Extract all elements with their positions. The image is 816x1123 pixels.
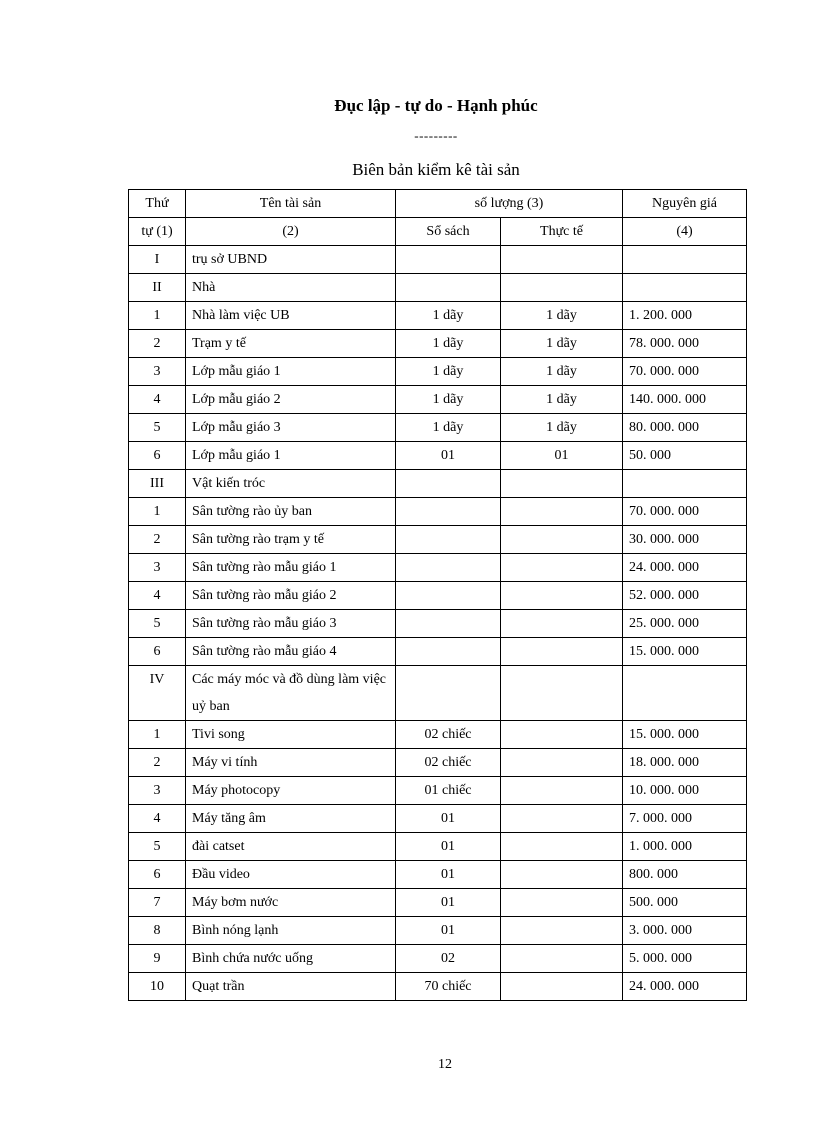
table-row <box>129 749 747 777</box>
header-quantity-group: số lượng (3) <box>396 190 623 218</box>
table-row <box>129 386 747 414</box>
cell-qty-actual <box>501 721 623 749</box>
cell-price: 70. 000. 000 <box>623 358 747 386</box>
cell-asset-name: Bình nóng lạnh <box>186 917 396 945</box>
table-row <box>129 721 747 749</box>
cell-qty-book <box>396 638 501 666</box>
cell-qty-book <box>396 498 501 526</box>
cell-qty-book <box>396 526 501 554</box>
cell-stt: 5 <box>129 833 186 861</box>
cell-price: 50. 000 <box>623 442 747 470</box>
cell-qty-book: 1 dãy <box>396 330 501 358</box>
table-row <box>129 498 747 526</box>
cell-qty-book <box>396 610 501 638</box>
cell-qty-book <box>396 554 501 582</box>
cell-price: 24. 000. 000 <box>623 554 747 582</box>
cell-qty-book: 1 dãy <box>396 386 501 414</box>
cell-stt: 7 <box>129 889 186 917</box>
cell-qty-actual: 01 <box>501 442 623 470</box>
cell-qty-actual: 1 dãy <box>501 386 623 414</box>
cell-price: 3. 000. 000 <box>623 917 747 945</box>
cell-stt: III <box>129 470 186 498</box>
cell-qty-book: 1 dãy <box>396 358 501 386</box>
table-row <box>129 973 747 1001</box>
table-body <box>129 190 747 1001</box>
table-row <box>129 246 747 274</box>
cell-price: 25. 000. 000 <box>623 610 747 638</box>
cell-qty-book: 02 chiếc <box>396 749 501 777</box>
cell-price: 78. 000. 000 <box>623 330 747 358</box>
table-row <box>129 526 747 554</box>
cell-stt: 4 <box>129 582 186 610</box>
cell-asset-name: Tivi song <box>186 721 396 749</box>
cell-stt: 4 <box>129 386 186 414</box>
cell-qty-book <box>396 246 501 274</box>
cell-price: 15. 000. 000 <box>623 638 747 666</box>
table-row <box>129 582 747 610</box>
cell-qty-actual <box>501 749 623 777</box>
cell-price <box>623 470 747 498</box>
cell-stt: 6 <box>129 442 186 470</box>
cell-qty-actual: 1 dãy <box>501 358 623 386</box>
document-title: Biên bản kiểm kê tài sản <box>352 160 520 179</box>
cell-qty-book: 01 <box>396 917 501 945</box>
table-row <box>129 666 747 721</box>
header-stt: Thứ <box>129 190 186 218</box>
cell-asset-name: Sân tường rào trạm y tế <box>186 526 396 554</box>
cell-qty-book: 01 <box>396 833 501 861</box>
cell-qty-book: 70 chiếc <box>396 973 501 1001</box>
cell-qty-actual <box>501 638 623 666</box>
cell-asset-name: Trạm y tế <box>186 330 396 358</box>
cell-asset-name: trụ sở UBND <box>186 246 396 274</box>
cell-asset-name: Bình chứa nước uống <box>186 945 396 973</box>
table-row <box>129 442 747 470</box>
table-row <box>129 470 747 498</box>
cell-qty-actual <box>501 833 623 861</box>
cell-stt: 4 <box>129 805 186 833</box>
cell-price: 70. 000. 000 <box>623 498 747 526</box>
table-row <box>129 833 747 861</box>
cell-price: 30. 000. 000 <box>623 526 747 554</box>
cell-asset-name: Các máy móc và đồ dùng làm việc uỷ ban <box>186 666 396 721</box>
cell-asset-name: Lớp mẫu giáo 2 <box>186 386 396 414</box>
table-row <box>129 638 747 666</box>
cell-price: 140. 000. 000 <box>623 386 747 414</box>
cell-price: 1. 000. 000 <box>623 833 747 861</box>
cell-qty-actual <box>501 777 623 805</box>
cell-qty-book: 1 dãy <box>396 414 501 442</box>
cell-qty-actual <box>501 246 623 274</box>
header-name-sub: (2) <box>186 218 396 246</box>
cell-asset-name: Quạt trần <box>186 973 396 1001</box>
cell-asset-name: Máy tăng âm <box>186 805 396 833</box>
cell-asset-name: Lớp mẫu giáo 1 <box>186 358 396 386</box>
cell-qty-book: 1 dãy <box>396 302 501 330</box>
cell-price: 500. 000 <box>623 889 747 917</box>
cell-qty-book: 01 chiếc <box>396 777 501 805</box>
cell-price <box>623 666 747 721</box>
cell-stt: 5 <box>129 610 186 638</box>
cell-stt: 1 <box>129 302 186 330</box>
cell-price: 800. 000 <box>623 861 747 889</box>
cell-stt: I <box>129 246 186 274</box>
table-row <box>129 805 747 833</box>
cell-qty-actual <box>501 666 623 721</box>
asset-inventory-table <box>128 189 747 1001</box>
cell-price: 7. 000. 000 <box>623 805 747 833</box>
cell-qty-book <box>396 666 501 721</box>
cell-stt: 3 <box>129 358 186 386</box>
table-row <box>129 330 747 358</box>
cell-qty-actual <box>501 945 623 973</box>
cell-price: 15. 000. 000 <box>623 721 747 749</box>
cell-price: 80. 000. 000 <box>623 414 747 442</box>
cell-price: 5. 000. 000 <box>623 945 747 973</box>
cell-stt: 2 <box>129 749 186 777</box>
document-motto: Đục lập - tự do - Hạnh phúc <box>334 96 538 115</box>
cell-qty-book: 01 <box>396 889 501 917</box>
cell-qty-book <box>396 274 501 302</box>
cell-price <box>623 274 747 302</box>
cell-asset-name: Sân tường rào mẫu giáo 1 <box>186 554 396 582</box>
table-row <box>129 917 747 945</box>
cell-qty-book: 02 chiếc <box>396 721 501 749</box>
table-row <box>129 889 747 917</box>
cell-qty-book: 01 <box>396 861 501 889</box>
cell-qty-actual: 1 dãy <box>501 330 623 358</box>
cell-asset-name: Nhà làm việc UB <box>186 302 396 330</box>
page-number: 12 <box>438 1057 452 1072</box>
cell-qty-actual <box>501 973 623 1001</box>
cell-qty-actual <box>501 470 623 498</box>
cell-qty-actual: 1 dãy <box>501 302 623 330</box>
table-row <box>129 554 747 582</box>
table-row <box>129 414 747 442</box>
table-row <box>129 945 747 973</box>
cell-qty-book: 01 <box>396 442 501 470</box>
cell-price: 24. 000. 000 <box>623 973 747 1001</box>
cell-qty-actual <box>501 498 623 526</box>
cell-stt: IV <box>129 666 186 721</box>
cell-stt: 10 <box>129 973 186 1001</box>
cell-qty-actual <box>501 526 623 554</box>
cell-qty-actual <box>501 861 623 889</box>
cell-stt: 2 <box>129 526 186 554</box>
cell-qty-actual <box>501 274 623 302</box>
cell-price: 52. 000. 000 <box>623 582 747 610</box>
cell-qty-book <box>396 470 501 498</box>
cell-stt: 5 <box>129 414 186 442</box>
cell-asset-name: Lớp mẫu giáo 3 <box>186 414 396 442</box>
cell-stt: 9 <box>129 945 186 973</box>
cell-qty-actual: 1 dãy <box>501 414 623 442</box>
cell-asset-name: Máy photocopy <box>186 777 396 805</box>
cell-price <box>623 246 747 274</box>
cell-stt: 3 <box>129 777 186 805</box>
cell-asset-name: Sân tường rào ủy ban <box>186 498 396 526</box>
cell-stt: 3 <box>129 554 186 582</box>
table-row <box>129 274 747 302</box>
divider-line: --------- <box>414 128 458 143</box>
table-row <box>129 610 747 638</box>
cell-price: 10. 000. 000 <box>623 777 747 805</box>
table-row <box>129 861 747 889</box>
cell-asset-name: Sân tường rào mẫu giáo 4 <box>186 638 396 666</box>
cell-qty-actual <box>501 610 623 638</box>
cell-asset-name: Máy vi tính <box>186 749 396 777</box>
cell-asset-name: Đầu video <box>186 861 396 889</box>
cell-stt: 2 <box>129 330 186 358</box>
cell-qty-actual <box>501 554 623 582</box>
cell-asset-name: Máy bơm nước <box>186 889 396 917</box>
cell-stt: 6 <box>129 638 186 666</box>
cell-stt: 1 <box>129 498 186 526</box>
cell-stt: II <box>129 274 186 302</box>
cell-qty-actual <box>501 889 623 917</box>
cell-qty-actual <box>501 917 623 945</box>
header-qty-actual: Thực tế <box>501 218 623 246</box>
header-qty-book: Sổ sách <box>396 218 501 246</box>
cell-asset-name: đài catset <box>186 833 396 861</box>
cell-qty-actual <box>501 582 623 610</box>
header-name: Tên tài sản <box>186 190 396 218</box>
cell-asset-name: Nhà <box>186 274 396 302</box>
table-row <box>129 777 747 805</box>
cell-asset-name: Lớp mẫu giáo 1 <box>186 442 396 470</box>
cell-asset-name: Vật kiến tróc <box>186 470 396 498</box>
cell-price: 18. 000. 000 <box>623 749 747 777</box>
header-price-sub: (4) <box>623 218 747 246</box>
cell-stt: 6 <box>129 861 186 889</box>
cell-asset-name: Sân tường rào mẫu giáo 2 <box>186 582 396 610</box>
cell-qty-book <box>396 582 501 610</box>
table-row <box>129 302 747 330</box>
table-row <box>129 358 747 386</box>
header-price: Nguyên giá <box>623 190 747 218</box>
cell-qty-actual <box>501 805 623 833</box>
cell-stt: 1 <box>129 721 186 749</box>
header-row-1 <box>129 190 747 218</box>
cell-qty-book: 01 <box>396 805 501 833</box>
header-stt-sub: tự (1) <box>129 218 186 246</box>
cell-price: 1. 200. 000 <box>623 302 747 330</box>
cell-asset-name: Sân tường rào mẫu giáo 3 <box>186 610 396 638</box>
cell-stt: 8 <box>129 917 186 945</box>
cell-qty-book: 02 <box>396 945 501 973</box>
header-row-2 <box>129 218 747 246</box>
